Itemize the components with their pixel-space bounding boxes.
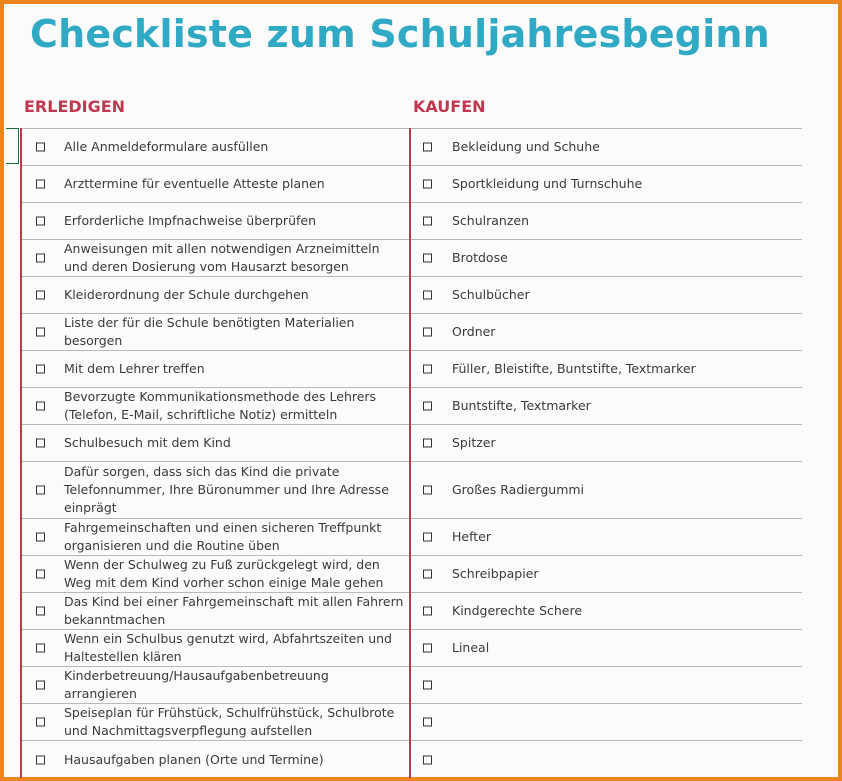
kaufen-row <box>411 629 802 666</box>
erledigen-row <box>22 239 411 276</box>
kaufen-row <box>411 555 802 592</box>
erledigen-row <box>22 555 411 592</box>
checkbox[interactable] <box>423 486 432 495</box>
cell-selection-marker <box>6 128 19 164</box>
erledigen-row <box>22 740 411 778</box>
kaufen-row <box>411 424 802 461</box>
erledigen-item-label: Erforderliche Impfnachweise überprüfen <box>64 213 317 228</box>
erledigen-item-label: Hausaufgaben planen (Orte und Termine) <box>64 751 324 767</box>
checkbox[interactable] <box>423 607 432 616</box>
kaufen-item-label: Kindgerechte Schere <box>452 603 583 618</box>
erledigen-row <box>22 592 411 629</box>
kaufen-header: KAUFEN <box>413 97 486 116</box>
kaufen-item-label: Ordner <box>452 324 496 339</box>
checkbox[interactable] <box>423 254 432 263</box>
erledigen-row <box>22 424 411 461</box>
checkbox[interactable] <box>36 644 45 653</box>
erledigen-item-label: Mit dem Lehrer treffen <box>64 361 205 376</box>
checkbox[interactable] <box>36 570 45 579</box>
kaufen-row <box>411 740 802 778</box>
erledigen-item-label: Kleiderordnung der Schule durchgehen <box>64 287 309 302</box>
checkbox[interactable] <box>423 180 432 189</box>
checkbox[interactable] <box>36 607 45 616</box>
erledigen-row <box>22 387 411 424</box>
checkbox[interactable] <box>423 718 432 727</box>
erledigen-row <box>22 165 411 202</box>
checkbox[interactable] <box>36 486 45 495</box>
erledigen-row <box>22 128 411 165</box>
erledigen-item-label: Alle Anmeldeformulare ausfüllen <box>64 139 269 154</box>
checkbox[interactable] <box>423 644 432 653</box>
checkbox[interactable] <box>423 681 432 690</box>
erledigen-row <box>22 629 411 666</box>
checkbox[interactable] <box>36 217 45 226</box>
kaufen-row <box>411 313 802 350</box>
checkbox[interactable] <box>36 402 45 411</box>
kaufen-row <box>411 666 802 703</box>
erledigen-item-label: Fahrgemeinschaften und einen sicheren Treffpunkt organisieren und die Routine üben <box>64 520 382 553</box>
erledigen-row <box>22 313 411 350</box>
erledigen-item-label: Liste der für die Schule benötigten Materialien besorgen <box>64 315 355 348</box>
kaufen-row <box>411 461 802 518</box>
page-title: Checkliste zum Schuljahresbeginn <box>30 12 770 56</box>
checkbox[interactable] <box>423 439 432 448</box>
kaufen-column <box>409 128 802 778</box>
kaufen-row <box>411 165 802 202</box>
checkbox[interactable] <box>36 718 45 727</box>
checkbox[interactable] <box>36 328 45 337</box>
erledigen-item-label: Bevorzugte Kommunikationsmethode des Lehrers (Telefon, E-Mail, schriftliche Notiz) ermitteln <box>64 389 377 422</box>
kaufen-row <box>411 128 802 165</box>
kaufen-row <box>411 703 802 740</box>
erledigen-row <box>22 202 411 239</box>
erledigen-item-label: Das Kind bei einer Fahrgemeinschaft mit allen Fahrern bekanntmachen <box>64 594 404 627</box>
checkbox[interactable] <box>423 328 432 337</box>
erledigen-row <box>22 350 411 387</box>
checkbox[interactable] <box>36 180 45 189</box>
checkbox[interactable] <box>36 533 45 542</box>
erledigen-item-label: Speiseplan für Frühstück, Schulfrühstück, Schulbrote und Nachmittagsverpflegung aufstellen <box>64 705 395 738</box>
checkbox[interactable] <box>423 570 432 579</box>
kaufen-row <box>411 239 802 276</box>
erledigen-header: ERLEDIGEN <box>24 97 126 116</box>
checkbox[interactable] <box>36 143 45 152</box>
checkbox[interactable] <box>36 254 45 263</box>
checkbox[interactable] <box>423 533 432 542</box>
kaufen-item-label: Füller, Bleistifte, Buntstifte, Textmarker <box>452 361 696 376</box>
erledigen-item-label: Arzttermine für eventuelle Atteste planen <box>64 176 325 191</box>
erledigen-column <box>20 128 411 778</box>
kaufen-row <box>411 387 802 424</box>
checkbox[interactable] <box>423 755 432 764</box>
checklist-table <box>20 128 800 778</box>
kaufen-item-label: Spitzer <box>452 435 496 450</box>
kaufen-item-label: Sportkleidung und Turnschuhe <box>452 176 643 191</box>
erledigen-row <box>22 461 411 518</box>
kaufen-row <box>411 350 802 387</box>
erledigen-item-label: Anweisungen mit allen notwendigen Arzneimitteln und deren Dosierung vom Hausarzt besorgen <box>64 241 380 274</box>
kaufen-row <box>411 518 802 555</box>
erledigen-row <box>22 276 411 313</box>
checkbox[interactable] <box>36 755 45 764</box>
kaufen-item-label: Brotdose <box>452 250 508 265</box>
checkbox[interactable] <box>423 217 432 226</box>
kaufen-row <box>411 592 802 629</box>
checkbox[interactable] <box>36 439 45 448</box>
erledigen-item-label: Wenn der Schulweg zu Fuß zurückgelegt wird, den Weg mit dem Kind vorher schon einige Male gehen <box>64 557 384 590</box>
checkbox[interactable] <box>423 143 432 152</box>
erledigen-row <box>22 518 411 555</box>
checkbox[interactable] <box>423 365 432 374</box>
kaufen-row <box>411 276 802 313</box>
kaufen-item-label: Schulbücher <box>452 287 530 302</box>
kaufen-item-label: Hefter <box>452 529 492 544</box>
erledigen-row <box>22 666 411 703</box>
kaufen-item-label: Bekleidung und Schuhe <box>452 139 600 154</box>
kaufen-item-label: Lineal <box>452 640 490 655</box>
kaufen-row <box>411 202 802 239</box>
kaufen-item-label: Schulranzen <box>452 213 530 228</box>
erledigen-item-label: Schulbesuch mit dem Kind <box>64 435 231 450</box>
erledigen-row <box>22 703 411 740</box>
kaufen-item-label: Schreibpapier <box>452 566 539 581</box>
erledigen-item-label: Kinderbetreuung/Hausaufgabenbetreuung arrangieren <box>64 668 329 701</box>
kaufen-item-label: Buntstifte, Textmarker <box>452 398 591 413</box>
checkbox[interactable] <box>36 681 45 690</box>
kaufen-item-label: Großes Radiergummi <box>452 482 585 497</box>
erledigen-item-label: Dafür sorgen, dass sich das Kind die private Telefonnummer, Ihre Büronummer und Ihre Adresse einprägt <box>64 464 389 515</box>
checkbox[interactable] <box>36 291 45 300</box>
checkbox[interactable] <box>36 365 45 374</box>
erledigen-item-label: Wenn ein Schulbus genutzt wird, Abfahrtszeiten und Haltestellen klären <box>64 631 392 664</box>
checkbox[interactable] <box>423 291 432 300</box>
checkbox[interactable] <box>423 402 432 411</box>
